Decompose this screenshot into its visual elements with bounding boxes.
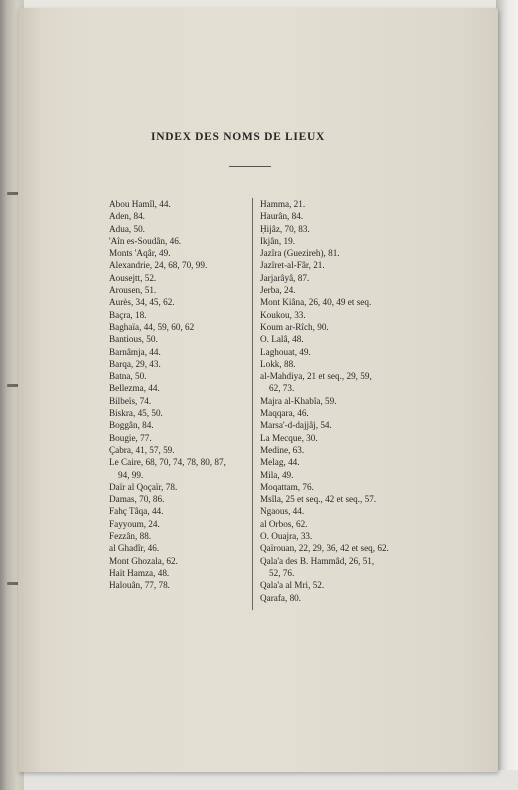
index-entry [109, 346, 259, 358]
index-entry-line: Moqattam, 76. [260, 481, 314, 492]
index-entry-line: 'Aîn es-Soudân, 46. [109, 235, 182, 246]
index-entry [260, 321, 425, 333]
index-entry-line: Koukou, 33. [260, 309, 306, 320]
index-entry-line: Jerba, 24. [260, 285, 296, 296]
index-column-right [260, 198, 425, 604]
index-entry-line: Adua, 50. [109, 223, 145, 234]
index-entry-line: Melag, 44. [260, 457, 300, 468]
index-entry-line: Laghouat, 49. [260, 346, 311, 357]
index-entry-line: La Mecque, 30. [260, 432, 318, 443]
index-entry [260, 542, 425, 554]
index-entry [260, 247, 425, 259]
index-entry [260, 198, 425, 210]
index-entry-line: Msîla, 25 et seq., 42 et seq., 57. [260, 494, 377, 505]
index-entry [109, 542, 259, 554]
index-entry [109, 333, 259, 345]
index-entry [260, 272, 425, 284]
index-entry-line: Aurès, 34, 45, 62. [109, 297, 175, 308]
index-entry [109, 579, 259, 591]
index-entry-line: Maqqara, 46. [260, 408, 309, 419]
index-entry-line: Jazîret-al-Fâr, 21. [260, 260, 325, 271]
index-entry-line: al Orbos, 62. [260, 518, 308, 529]
index-entry-line: Koum ar-Rîch, 90. [260, 321, 329, 332]
index-entry-line: Jarjarâyâ, 87. [260, 272, 310, 283]
index-entry [260, 346, 425, 358]
index-entry [109, 395, 259, 407]
index-entry-line: Arousen, 51. [109, 285, 157, 296]
index-entry [109, 370, 259, 382]
index-entry [260, 579, 425, 591]
index-entry-line: 62, 73. [269, 383, 295, 394]
index-entry [109, 419, 259, 431]
index-entry [109, 284, 259, 296]
index-entry-line: O. Ouajra, 33. [260, 531, 313, 542]
index-entry-line: Fayyoum, 24. [109, 518, 160, 529]
index-entry-line: Qala'a des B. Hammâd, 26, 51, [260, 555, 375, 566]
index-entry [109, 247, 259, 259]
index-entry-line: O. Lalâ, 48. [260, 334, 304, 345]
index-entry [109, 296, 259, 308]
index-entry [260, 469, 425, 481]
index-column-left [109, 198, 259, 592]
index-entry [109, 432, 259, 444]
index-entry-line: Barqa, 29, 43. [109, 358, 161, 369]
index-entry-line: Barnâmja, 44. [109, 346, 161, 357]
index-entry-line: Damas, 70, 86. [109, 494, 165, 505]
index-entry-line: Mont Kiâna, 26, 40, 49 et seq. [260, 297, 372, 308]
index-entry-line: Baghaïa, 44, 59, 60, 62 [109, 321, 195, 332]
index-entry-line: Le Caire, 68, 70, 74, 78, 80, 87, [109, 457, 226, 468]
index-entry-line: Bilbeïs, 74. [109, 395, 152, 406]
index-entry [109, 358, 259, 370]
index-entry [109, 555, 259, 567]
index-entry-line: Medine, 63. [260, 444, 305, 455]
index-entry-line: al-Mahdiya, 21 et seq., 29, 59, [260, 371, 372, 382]
index-entry [109, 259, 259, 271]
index-entry-line: Ikjân, 19. [260, 235, 295, 246]
index-entry-line: Bantious, 50. [109, 334, 158, 345]
index-entry [260, 407, 425, 419]
index-entry [260, 395, 425, 407]
index-entry [260, 518, 425, 530]
index-entry [109, 493, 259, 505]
index-entry-line: Halouân, 77, 78. [109, 580, 170, 591]
index-entry [260, 358, 425, 370]
index-entry-line: Ḥijâz, 70, 83. [260, 223, 310, 234]
index-entry [109, 321, 259, 333]
index-entry [260, 456, 425, 468]
index-entry-line: Jazîra (Guezireh), 81. [260, 248, 340, 259]
background-bottom [0, 770, 518, 790]
index-entry-line: Ngaous, 44. [260, 506, 305, 517]
index-entry-line: Mont Ghozala, 62. [109, 555, 178, 566]
index-entry-line: Marsa'-d-dajjâj, 54. [260, 420, 332, 431]
index-entry-line: Monts 'Aqâr, 49. [109, 248, 171, 259]
index-entry-line: Aousejtt, 52. [109, 272, 157, 283]
index-entry [260, 370, 425, 395]
index-entry-line: Hamma, 21. [260, 199, 306, 209]
index-entry-line: Aden, 84. [109, 211, 145, 222]
index-entry-line: 94, 99. [118, 469, 144, 480]
index-entry-line: al Ghadîr, 46. [109, 543, 160, 554]
index-entry-line: Boggân, 84. [109, 420, 154, 431]
index-entry [260, 210, 425, 222]
index-entry [260, 592, 425, 604]
index-entry-line: Fahç Tâqa, 44. [109, 506, 164, 517]
index-entry-line: Çabra, 41, 57, 59. [109, 444, 175, 455]
index-entry [260, 505, 425, 517]
index-entry [109, 456, 259, 481]
index-entry-line: Bougie, 77. [109, 432, 152, 443]
index-entry-line: 52, 76. [269, 567, 295, 578]
index-entry [260, 296, 425, 308]
index-entry-line: Qaïrouan, 22, 29, 36, 42 et seq, 62. [260, 543, 389, 554]
index-entry [109, 382, 259, 394]
index-entry-line: Alexandrie, 24, 68, 70, 99. [109, 260, 208, 271]
index-entry-line: Haurân, 84. [260, 211, 304, 222]
index-entry [109, 309, 259, 321]
index-entry-line: Batna, 50. [109, 371, 147, 382]
index-entry-line: Fezzân, 88. [109, 531, 152, 542]
index-entry-line: Baçra, 18. [109, 309, 147, 320]
index-entry [260, 444, 425, 456]
index-entry [260, 493, 425, 505]
index-entry [109, 198, 259, 210]
index-entry [109, 272, 259, 284]
index-entry-line: Qarafa, 80. [260, 592, 302, 603]
index-entry-line: Majra al-Khabîa, 59. [260, 395, 337, 406]
title-rule [229, 166, 271, 167]
index-entry-line: Daïr al Qoçaïr, 78. [109, 481, 178, 492]
index-entry [260, 259, 425, 271]
index-entry [260, 530, 425, 542]
index-entry [109, 567, 259, 579]
index-entry [260, 284, 425, 296]
index-entry-line: Haït Hamza, 48. [109, 567, 170, 578]
index-entry-line: Bellezma, 44. [109, 383, 160, 394]
index-entry [260, 555, 425, 580]
index-entry [109, 235, 259, 247]
index-entry [109, 481, 259, 493]
index-entry-line: Lokk, 88. [260, 358, 296, 369]
index-entry [109, 444, 259, 456]
index-entry [109, 210, 259, 222]
index-entry [260, 223, 425, 235]
index-entry [109, 505, 259, 517]
index-entry [109, 223, 259, 235]
index-entry-line: Biskra, 45, 50. [109, 408, 163, 419]
index-entry [260, 419, 425, 431]
index-entry [109, 530, 259, 542]
index-entry-line: Abou Hamîl, 44. [109, 199, 171, 209]
index-entry [109, 518, 259, 530]
index-entry-line: Mila, 49. [260, 469, 294, 480]
background-right [496, 0, 518, 790]
page-title: INDEX DES NOMS DE LIEUX [151, 131, 325, 143]
index-entry [260, 235, 425, 247]
book-page [18, 8, 498, 772]
index-entry [260, 481, 425, 493]
index-entry-line: Qala'a al Mri, 52. [260, 580, 325, 591]
index-entry [260, 309, 425, 321]
index-entry [260, 432, 425, 444]
index-entry [260, 333, 425, 345]
index-entry [109, 407, 259, 419]
